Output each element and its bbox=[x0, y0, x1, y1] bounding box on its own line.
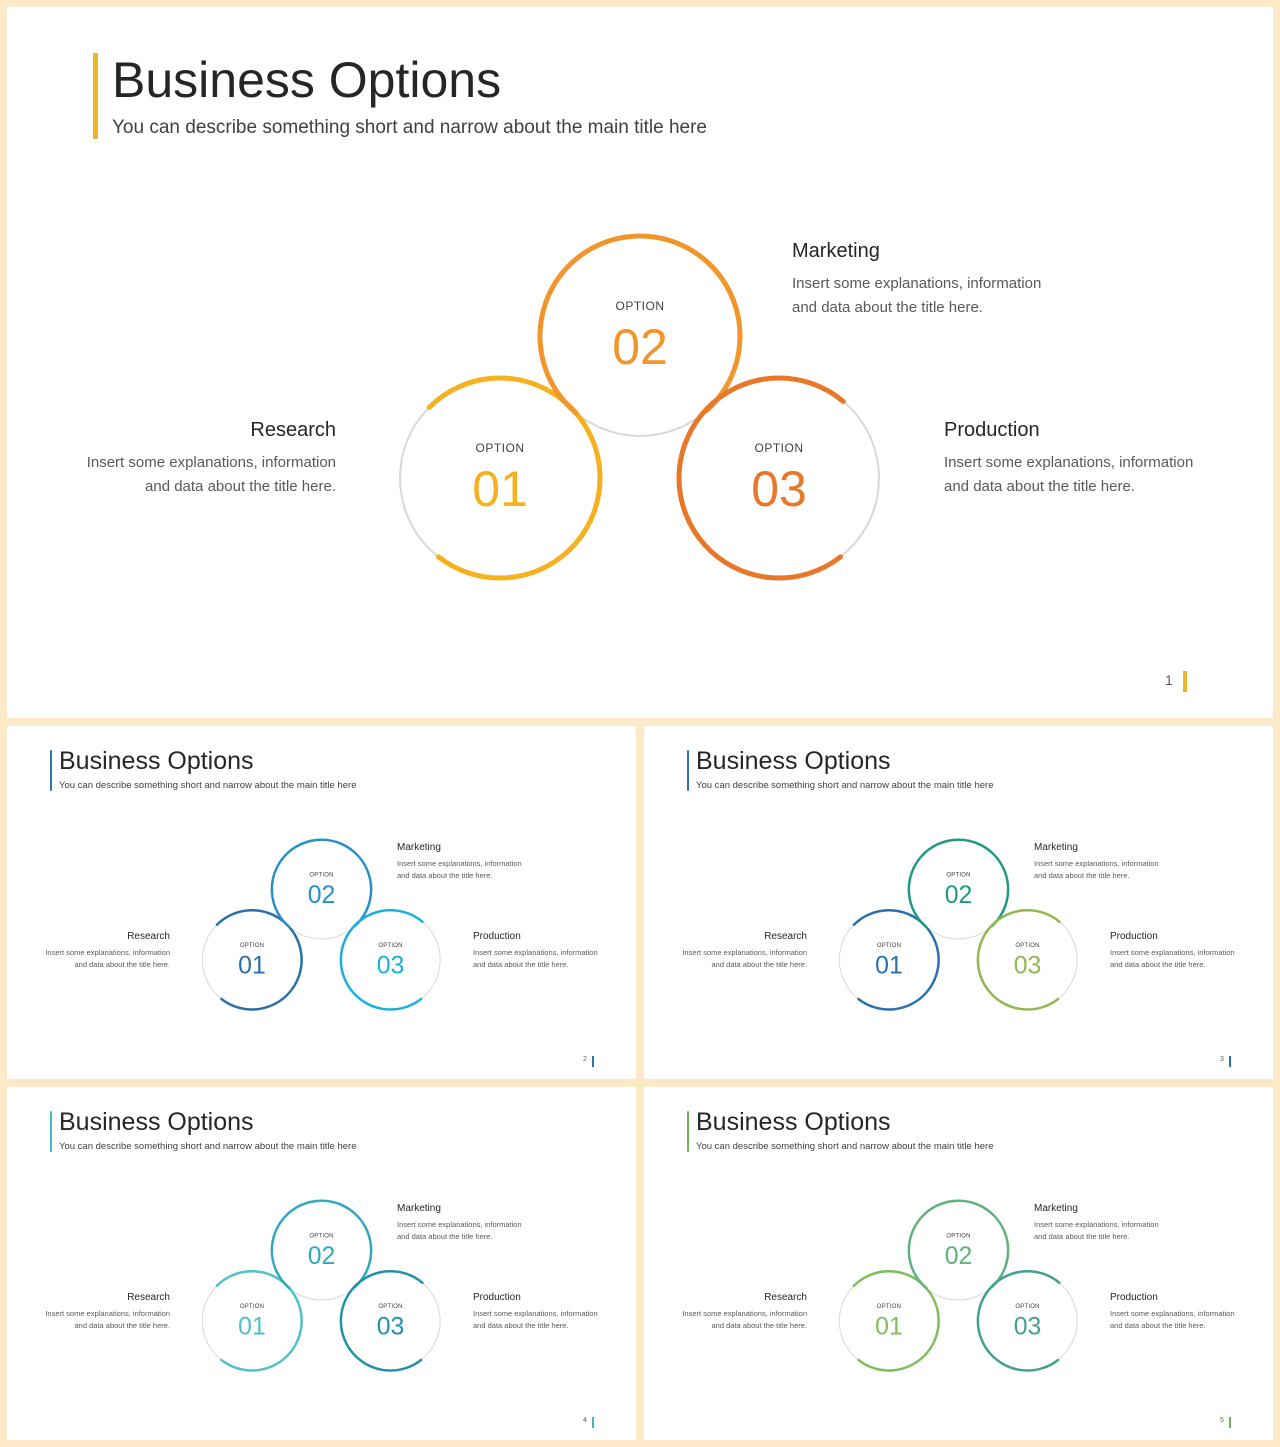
option-01-circle[interactable] bbox=[429, 378, 600, 578]
option-number: 02 bbox=[612, 319, 668, 375]
research-heading: Research bbox=[127, 931, 170, 942]
option-02-circle[interactable] bbox=[909, 840, 1008, 928]
marketing-description: Insert some explanations, information and data about the title here. bbox=[397, 1220, 522, 1241]
option-01-circle[interactable] bbox=[217, 1271, 302, 1370]
slide-subtitle: You can describe something short and narrow about the main title here bbox=[59, 780, 357, 791]
marketing-description: Insert some explanations, information and data about the title here. bbox=[1034, 1220, 1159, 1241]
production-description: Insert some explanations, information and data about the title here. bbox=[473, 1309, 598, 1330]
marketing-description: Insert some explanations, information and data about the title here. bbox=[792, 275, 1042, 316]
option-number: 03 bbox=[376, 1313, 405, 1341]
option-03-circle[interactable] bbox=[341, 1271, 423, 1370]
page-number-bar bbox=[592, 1417, 594, 1428]
option-number: 03 bbox=[376, 952, 405, 980]
option-label: OPTION bbox=[309, 872, 334, 879]
production-heading: Production bbox=[944, 419, 1040, 441]
research-description: Insert some explanations, information and data about the title here. bbox=[682, 948, 807, 969]
option-number: 02 bbox=[307, 1243, 336, 1271]
option-02-circle[interactable] bbox=[540, 236, 740, 413]
slide-title: Business Options bbox=[696, 1108, 891, 1136]
marketing-description: Insert some explanations, information and data about the title here. bbox=[1034, 859, 1159, 880]
option-label: OPTION bbox=[475, 441, 525, 455]
page-number: 4 bbox=[583, 1417, 587, 1424]
slide-title: Business Options bbox=[696, 747, 891, 775]
production-heading: Production bbox=[473, 931, 521, 942]
slide-subtitle: You can describe something short and narrow about the main title here bbox=[696, 1141, 994, 1152]
option-03-circle[interactable] bbox=[978, 1271, 1060, 1370]
page-number-bar bbox=[592, 1056, 594, 1067]
research-description: Insert some explanations, information and data about the title here. bbox=[86, 454, 336, 495]
page-number: 1 bbox=[1165, 672, 1173, 688]
option-number: 01 bbox=[875, 952, 903, 980]
production-heading: Production bbox=[473, 1292, 521, 1303]
option-label: OPTION bbox=[378, 1303, 403, 1310]
marketing-heading: Marketing bbox=[397, 842, 441, 853]
option-number: 03 bbox=[1013, 952, 1042, 980]
option-03-circle[interactable] bbox=[978, 910, 1060, 1009]
research-heading: Research bbox=[127, 1292, 170, 1303]
option-label: OPTION bbox=[946, 872, 971, 879]
production-description: Insert some explanations, information and data about the title here. bbox=[1110, 948, 1235, 969]
page-number: 3 bbox=[1220, 1056, 1224, 1063]
option-02-circle[interactable] bbox=[272, 1201, 371, 1289]
option-label: OPTION bbox=[1015, 942, 1040, 949]
options-diagram bbox=[7, 1087, 636, 1440]
research-heading: Research bbox=[764, 931, 807, 942]
option-number: 01 bbox=[238, 952, 266, 980]
option-number: 01 bbox=[472, 461, 528, 517]
production-description: Insert some explanations, information and data about the title here. bbox=[944, 454, 1194, 495]
slide-5[interactable] bbox=[644, 1087, 1273, 1440]
option-03-circle[interactable] bbox=[341, 910, 423, 1009]
slide-title: Business Options bbox=[112, 52, 502, 108]
slide-2[interactable] bbox=[7, 726, 636, 1079]
option-label: OPTION bbox=[754, 441, 804, 455]
production-description: Insert some explanations, information and data about the title here. bbox=[1110, 1309, 1235, 1330]
production-heading: Production bbox=[1110, 1292, 1158, 1303]
production-heading: Production bbox=[1110, 931, 1158, 942]
marketing-heading: Marketing bbox=[1034, 842, 1078, 853]
option-label: OPTION bbox=[239, 942, 265, 949]
page-number-bar bbox=[1229, 1056, 1231, 1067]
option-01-circle[interactable] bbox=[854, 910, 939, 1009]
slide-subtitle: You can describe something short and narrow about the main title here bbox=[59, 1141, 357, 1152]
option-label: OPTION bbox=[309, 1233, 334, 1240]
page-number: 5 bbox=[1220, 1417, 1224, 1424]
option-label: OPTION bbox=[876, 1303, 902, 1310]
marketing-heading: Marketing bbox=[397, 1203, 441, 1214]
options-diagram bbox=[7, 726, 636, 1079]
research-description: Insert some explanations, information and data about the title here. bbox=[682, 1309, 807, 1330]
slide-subtitle: You can describe something short and narrow about the main title here bbox=[112, 117, 707, 138]
slide-title: Business Options bbox=[59, 1108, 254, 1136]
slide-title: Business Options bbox=[59, 747, 254, 775]
option-label: OPTION bbox=[378, 942, 403, 949]
slide-4[interactable] bbox=[7, 1087, 636, 1440]
option-01-circle[interactable] bbox=[854, 1271, 939, 1370]
option-01-circle[interactable] bbox=[217, 910, 302, 1009]
option-number: 02 bbox=[944, 882, 973, 910]
option-label: OPTION bbox=[1015, 1303, 1040, 1310]
option-number: 03 bbox=[1013, 1313, 1042, 1341]
research-description: Insert some explanations, information and data about the title here. bbox=[45, 1309, 170, 1330]
marketing-heading: Marketing bbox=[792, 240, 880, 262]
page-number-bar bbox=[1229, 1417, 1231, 1428]
option-number: 03 bbox=[751, 461, 807, 517]
page-number: 2 bbox=[583, 1056, 587, 1063]
options-diagram bbox=[644, 726, 1273, 1079]
marketing-heading: Marketing bbox=[1034, 1203, 1078, 1214]
option-03-circle[interactable] bbox=[679, 378, 843, 578]
option-label: OPTION bbox=[876, 942, 902, 949]
slide-3[interactable] bbox=[644, 726, 1273, 1079]
option-label: OPTION bbox=[615, 299, 665, 313]
research-heading: Research bbox=[250, 419, 336, 441]
option-label: OPTION bbox=[239, 1303, 265, 1310]
options-diagram bbox=[7, 7, 1273, 718]
option-label: OPTION bbox=[946, 1233, 971, 1240]
research-description: Insert some explanations, information and data about the title here. bbox=[45, 948, 170, 969]
production-description: Insert some explanations, information and data about the title here. bbox=[473, 948, 598, 969]
option-number: 01 bbox=[875, 1313, 903, 1341]
option-number: 02 bbox=[944, 1243, 973, 1271]
marketing-description: Insert some explanations, information and data about the title here. bbox=[397, 859, 522, 880]
page-number-bar bbox=[1183, 671, 1187, 692]
slide-1[interactable] bbox=[7, 7, 1273, 718]
options-diagram bbox=[644, 1087, 1273, 1440]
option-number: 01 bbox=[238, 1313, 266, 1341]
option-number: 02 bbox=[307, 882, 336, 910]
option-02-circle[interactable] bbox=[909, 1201, 1008, 1289]
option-02-circle[interactable] bbox=[272, 840, 371, 928]
slide-subtitle: You can describe something short and narrow about the main title here bbox=[696, 780, 994, 791]
research-heading: Research bbox=[764, 1292, 807, 1303]
